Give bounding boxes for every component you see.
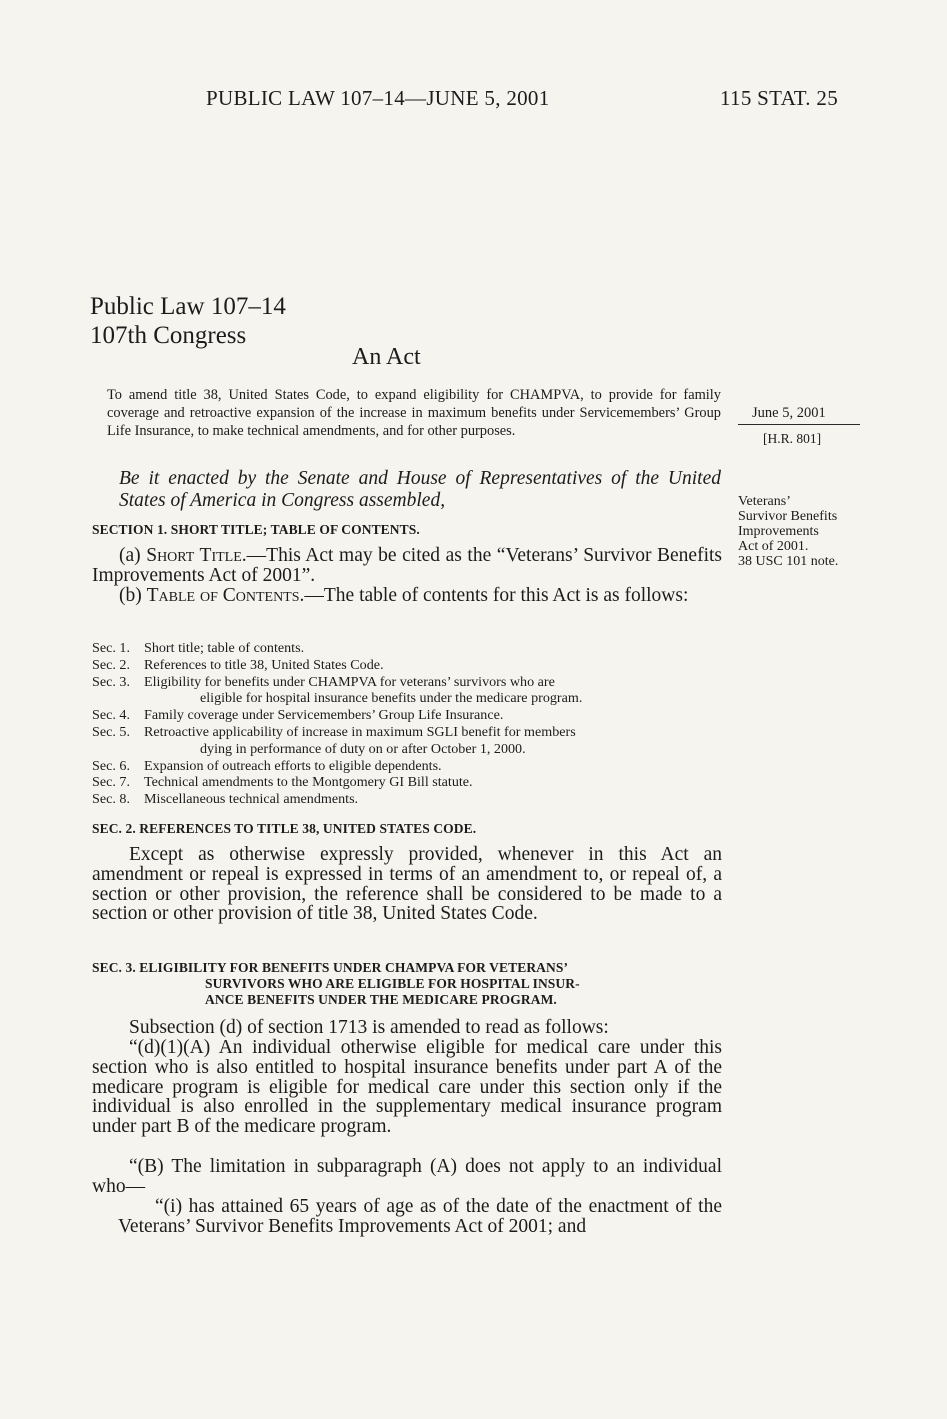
- toc-section-number: Sec. 5.: [92, 723, 130, 740]
- section-1b-label: (b): [119, 585, 147, 606]
- toc-section-title: References to title 38, United States Code.: [144, 656, 384, 673]
- toc-entry: [92, 707, 722, 724]
- toc-section-title: Short title; table of contents.: [144, 640, 305, 656]
- enacting-clause: Be it enacted by the Senate and House of Representatives of the United States of America in Congress assembled,: [119, 468, 721, 511]
- stat-page-number: 115 STAT. 25: [720, 86, 839, 110]
- margin-note-line: Veterans’: [738, 494, 791, 509]
- toc-section-number: Sec. 3.: [92, 673, 130, 690]
- public-law-number: Public Law 107–14: [90, 293, 286, 320]
- section-3-heading-line-2: SURVIVORS WHO ARE ELIGIBLE FOR HOSPITAL INSUR-: [205, 976, 580, 991]
- act-label: An Act: [352, 344, 421, 370]
- purpose-text: To amend title 38, United States Code, to expand eligibility for CHAMPVA, to provide for family coverage and retroactive expansion of the increase in maximum benefits under Servicemembers’ Group Life Insurance, to make technical amendments, and for other purposes.: [107, 387, 721, 439]
- toc-section-title: Family coverage under Servicemembers’ Group Life Insurance.: [144, 707, 504, 724]
- toc-entry-continuation: dying in performance of duty on or after October 1, 2000.: [200, 740, 526, 757]
- margin-date: June 5, 2001: [752, 405, 826, 421]
- section-1b-caption: Table of Contents.: [146, 585, 305, 606]
- margin-note-line: 38 USC 101 note.: [738, 554, 839, 569]
- margin-note-line: Act of 2001.: [738, 539, 809, 554]
- toc-entry: [92, 657, 722, 674]
- toc-entry: [92, 758, 722, 775]
- toc-entry: [92, 724, 722, 741]
- toc-section-number: Sec. 8.: [92, 791, 130, 808]
- section-1b-paragraph: [92, 586, 722, 606]
- toc-section-number: Sec. 4.: [92, 707, 130, 724]
- section-3-heading-line-1: SEC. 3. ELIGIBILITY FOR BENEFITS UNDER CHAMPVA FOR VETERANS’: [92, 960, 569, 975]
- section-1a-paragraph: [92, 546, 722, 586]
- margin-note-line: Improvements: [738, 524, 819, 539]
- running-title: PUBLIC LAW 107–14—JUNE 5, 2001: [206, 86, 550, 110]
- toc-section-title: Retroactive applicability of increase in maximum SGLI benefit for members: [144, 723, 576, 740]
- toc-section-number: Sec. 7.: [92, 774, 130, 791]
- margin-bill-number: [H.R. 801]: [763, 431, 822, 446]
- purpose-paragraph: [93, 386, 721, 440]
- toc-section-title: Expansion of outreach efforts to eligible dependents.: [144, 757, 442, 774]
- toc-entry: [92, 774, 722, 791]
- section-1-heading: SECTION 1. SHORT TITLE; TABLE OF CONTENTS.: [92, 522, 420, 537]
- section-2-text: Except as otherwise expressly provided, whenever in this Act an amendment or repeal is expressed in terms of an amendment to, or repeal of, a section or other provision, the reference shall be considered to be made to a section or other provision of title 38, United States Code.: [92, 844, 722, 925]
- congress-label: 107th Congress: [90, 322, 247, 349]
- section-3-heading-line-3: ANCE BENEFITS UNDER THE MEDICARE PROGRAM.: [205, 992, 557, 1007]
- margin-note-line: Survivor Benefits: [738, 509, 838, 524]
- section-3-paragraph-d1A: “(d)(1)(A) An individual otherwise eligible for medical care under this section who is also entitled to hospital insurance benefits under part A of the medicare program is eligible for medical care under this section only if the individual is also enrolled in the supplementary medical insurance program under part B of the medicare program.: [92, 1037, 722, 1138]
- toc-section-title: Miscellaneous technical amendments.: [144, 791, 359, 808]
- toc-section-number: Sec. 2.: [92, 656, 130, 673]
- toc-section-number: Sec. 6.: [92, 757, 130, 774]
- section-3-clause-i: “(i) has attained 65 years of age as of the date of the enactment of the Veterans’ Survivor Benefits Improvements Act of 2001; and: [118, 1196, 722, 1237]
- section-3-intro: Subsection (d) of section 1713 is amended to read as follows:: [129, 1017, 609, 1038]
- toc-entry: [92, 640, 722, 657]
- toc-section-title: Eligibility for benefits under CHAMPVA for veterans’ survivors who are: [144, 673, 555, 690]
- toc-section-title: Technical amendments to the Montgomery GI Bill statute.: [144, 774, 473, 791]
- section-2-heading: SEC. 2. REFERENCES TO TITLE 38, UNITED STATES CODE.: [92, 821, 477, 836]
- section-1a-label: (a): [119, 545, 147, 566]
- section-1b-text: —The table of contents for this Act is as follows:: [304, 585, 689, 606]
- section-1a-caption: Short Title.: [146, 545, 247, 566]
- toc-entry: [92, 674, 722, 691]
- section-1a-text: —This Act may be cited as the “Veterans’ Survivor Benefits Improvements Act of 2001”.: [92, 545, 722, 586]
- toc-section-number: Sec. 1.: [92, 640, 130, 656]
- toc-entry: [92, 791, 722, 808]
- toc-entry-continuation: eligible for hospital insurance benefits under the medicare program.: [200, 690, 583, 707]
- margin-rule: [738, 424, 860, 425]
- margin-short-title-note: [738, 494, 838, 569]
- table-of-contents: [92, 640, 722, 808]
- section-3-paragraph-B: “(B) The limitation in subparagraph (A) does not apply to an individual who—: [92, 1156, 722, 1197]
